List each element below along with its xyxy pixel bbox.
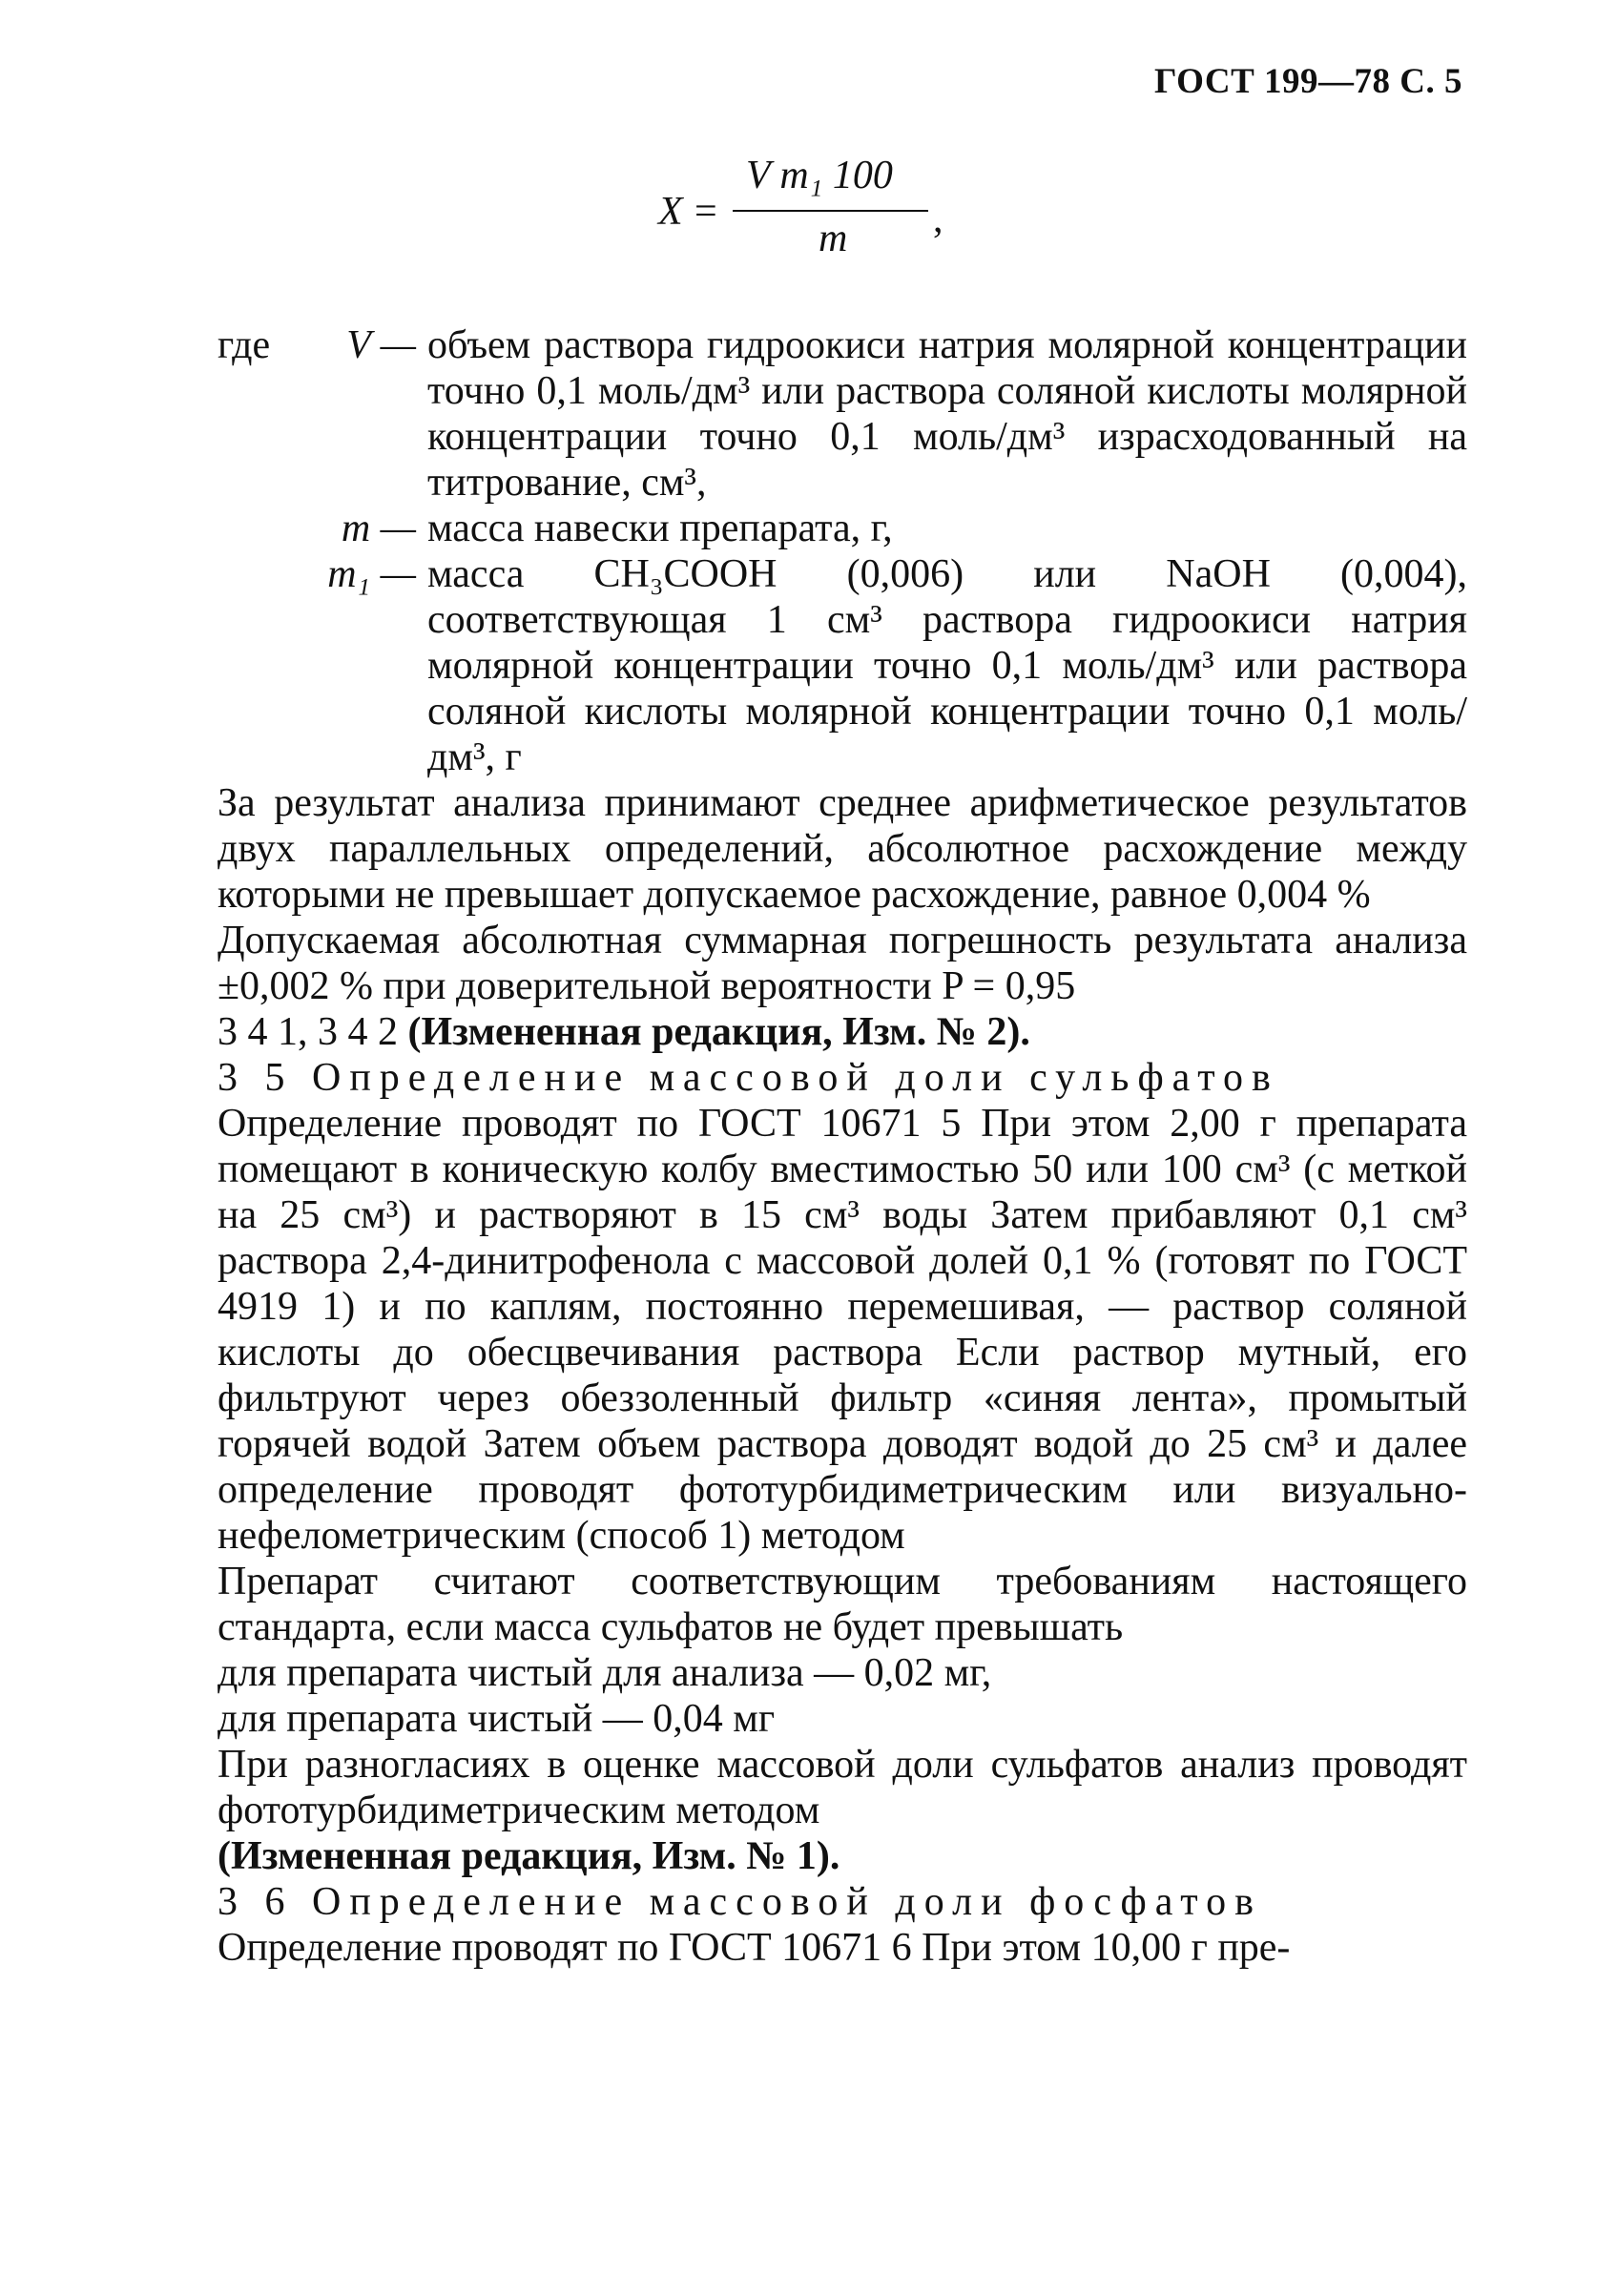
where-row: [218, 322, 1467, 506]
formula-fraction-bar: [733, 210, 928, 212]
definition-text: объем раствора гидроокиси натрия молярной концентрации точно 0,1 моль/дм³ или раствора соляной кислоты молярной концентрации точно 0,1 моль/дм³ израсходованный на титрование, см³,: [427, 323, 1467, 505]
where-row: [218, 506, 1467, 551]
formula-lhs: X: [658, 190, 683, 234]
paragraph: При разногласиях в оценке массовой доли сульфатов анализ проводят фототурбидиметрическим методом: [218, 1743, 1467, 1832]
paragraph: Определение проводят по ГОСТ 10671 5 При этом 2,00 г препарата помещают в коническую колбу вместимостью 50 или 100 см³ (с меткой на 25 см³) и растворяют в 15 см³ воды Затем прибавляют 0,1 см³ раствора 2,4-динитрофенола с массовой долей 0,1 % (готовят по ГОСТ 4919 1) и по каплям, постоянно перемешивая, — раствор соляной кислоты до обесцвечивания раствора Если раствор мутный, его фильтруют через обеззоленный фильтр «синяя лента», промытый горячей водой Затем объем раствора доводят водой до 25 см³ и далее определение проводят фототурбидиметрическим или визуально-нефелометрическим (способ 1) методом: [218, 1102, 1467, 1558]
section-heading: 3 6 Определение массовой доли фосфатов: [218, 1880, 1262, 1924]
amendment-note: (Измененная редакция, Изм. № 1).: [218, 1834, 840, 1878]
section-heading: 3 5 Определение массовой доли сульфатов: [218, 1056, 1279, 1100]
list-item: для препарата чистый для анализа — 0,02 мг,: [218, 1651, 992, 1695]
formula-comma: ,: [933, 197, 943, 241]
formula-denominator: m: [819, 217, 848, 260]
where-row: [218, 551, 1467, 780]
definition-symbol: m —: [341, 507, 416, 550]
where-definitions: [218, 322, 1467, 780]
paragraph: За результат анализа принимают среднее арифметическое результатов двух параллельных определений, абсолютное расхождение между которыми не превышает допускаемое расхождение, равное 0,004 %: [218, 781, 1467, 917]
amendment-line: [218, 1009, 1467, 1055]
paragraph: Препарат считают соответствующим требованиям настоящего стандарта, если масса сульфатов не будет превышать: [218, 1560, 1467, 1649]
definition-text: масса CH₃COOH (0,006) или NaOH (0,004), соответствующая 1 см³ раствора гидроокиси натрия молярной концентрации точно 0,1 моль/дм³ или раствора соляной кислоты молярной концентрации точно 0,1 моль/дм³, г: [427, 552, 1467, 779]
where-word: где: [218, 323, 271, 367]
clause-number: 3 4 1, 3 4 2: [218, 1010, 398, 1054]
formula-equals: =: [694, 190, 717, 234]
definition-symbol: V —: [346, 323, 416, 367]
paragraph: Допускаемая абсолютная суммарная погрешность результата анализа ±0,002 % при доверительной вероятности P = 0,95: [218, 919, 1467, 1008]
formula-numerator: V m₁ 100: [746, 154, 893, 197]
amendment-note: (Измененная редакция, Изм. № 2).: [407, 1010, 1030, 1054]
list-item: для препарата чистый — 0,04 мг: [218, 1697, 776, 1741]
definition-text: масса навески препарата, г,: [427, 507, 893, 550]
formula: [658, 153, 973, 267]
body-text: [218, 780, 1467, 1971]
page-header: ГОСТ 199—78 С. 5: [1154, 62, 1462, 101]
definition-symbol: m₁ —: [327, 552, 416, 596]
paragraph: Определение проводят по ГОСТ 10671 6 При этом 10,00 г пре-: [218, 1926, 1291, 1970]
